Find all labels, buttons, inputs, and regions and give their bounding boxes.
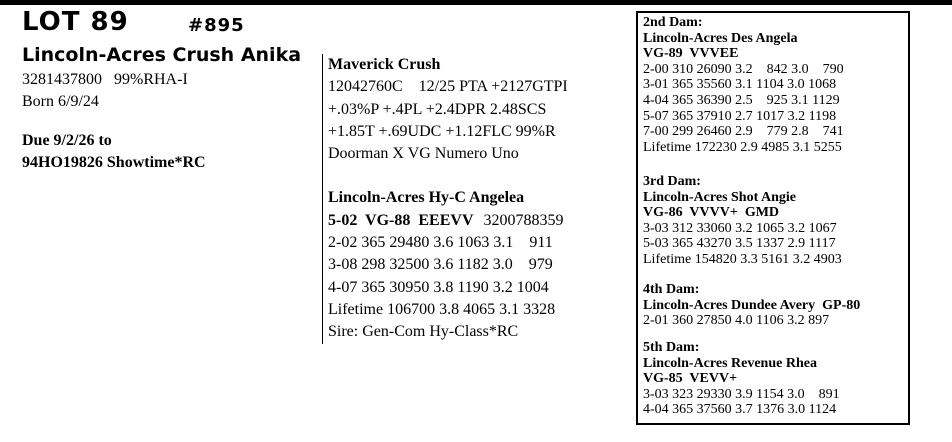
dam-lifetime: Lifetime 106700 3.8 4065 3.1 3328 bbox=[328, 300, 556, 318]
dam-heading: 4th Dam: bbox=[643, 282, 700, 297]
due-date: Due 9/2/26 to bbox=[22, 132, 112, 149]
dam-classification: VG-85 VEVV+ bbox=[643, 371, 738, 387]
dam-name: Lincoln-Acres Shot Angie bbox=[643, 189, 796, 205]
ancestry-box bbox=[636, 11, 910, 425]
dam-name: Lincoln-Acres Dundee Avery GP-80 bbox=[643, 297, 861, 313]
dam-record: 2-01 360 27850 4.0 1106 3.2 897 bbox=[643, 313, 830, 329]
registration-number: 3281437800 99%RHA-I bbox=[22, 71, 188, 88]
animal-name: Lincoln-Acres Crush Anika bbox=[22, 44, 302, 66]
dam-lifetime: Lifetime 154820 3.3 5161 3.2 4903 bbox=[643, 251, 842, 267]
service-sire: 94HO19826 Showtime*RC bbox=[22, 154, 206, 171]
dam-record: 4-04 365 36390 2.5 925 3.1 1129 bbox=[643, 92, 840, 108]
sire-info-line: +1.85T +.69UDC +1.12FLC 99%R bbox=[328, 122, 556, 140]
sire-info-line: Doorman X VG Numero Uno bbox=[328, 145, 519, 163]
sire-name: Maverick Crush bbox=[328, 56, 441, 73]
dam-registration: 3200788359 bbox=[483, 211, 564, 229]
dam-classification: VG-89 VVVEE bbox=[643, 46, 739, 62]
dam-record: 3-08 298 32500 3.6 1182 3.0 979 bbox=[328, 256, 553, 274]
dam-record: 3-01 365 35560 3.1 1104 3.0 1068 bbox=[643, 77, 837, 93]
dam-record: 2-00 310 26090 3.2 842 3.0 790 bbox=[643, 61, 844, 77]
dam-name: Lincoln-Acres Des Angela bbox=[643, 30, 798, 46]
dam-lifetime: Lifetime 172230 2.9 4985 3.1 5255 bbox=[643, 139, 842, 155]
spacer bbox=[328, 165, 628, 187]
dam-classification: VG-86 VVVV+ GMD bbox=[643, 205, 780, 221]
fourth-dam bbox=[643, 282, 860, 329]
dam-heading: 2nd Dam: bbox=[643, 15, 703, 30]
dam-heading: 3rd Dam: bbox=[643, 174, 701, 189]
lot-title: LOT 89 bbox=[22, 7, 129, 37]
dam-heading: 5th Dam: bbox=[643, 340, 700, 355]
second-dam bbox=[643, 15, 844, 155]
sire-info-line: +.03%P +.4PL +2.4DPR 2.48SCS bbox=[328, 100, 547, 118]
dam-classification: 5-02 VG-88 EEEVV bbox=[328, 211, 474, 229]
dam-name: Lincoln-Acres Revenue Rhea bbox=[643, 355, 817, 371]
dam-record: 2-02 365 29480 3.6 1063 3.1 911 bbox=[328, 234, 553, 252]
fifth-dam bbox=[643, 340, 840, 418]
dam-record: 7-00 299 26460 2.9 779 2.8 741 bbox=[643, 124, 844, 140]
third-dam bbox=[643, 174, 842, 268]
sire-info-line: 12042760C 12/25 PTA +2127GTPI bbox=[328, 78, 568, 96]
dam-record: 3-03 323 29330 3.9 1154 3.0 891 bbox=[643, 386, 840, 402]
dam-class-line bbox=[328, 210, 628, 232]
dam-record: 5-07 365 37910 2.7 1017 3.2 1198 bbox=[643, 108, 837, 124]
dam-sire: Sire: Gen-Com Hy-Class*RC bbox=[328, 323, 519, 341]
lot-number: #895 bbox=[188, 15, 245, 36]
dam-name: Lincoln-Acres Hy-C Angelea bbox=[328, 189, 525, 207]
top-rule bbox=[0, 0, 952, 5]
dam-record: 4-04 365 37560 3.7 1376 3.0 1124 bbox=[643, 402, 837, 418]
birth-date: Born 6/9/24 bbox=[22, 93, 99, 110]
dam-record: 5-03 365 43270 3.5 1337 2.9 1117 bbox=[643, 236, 836, 252]
dam-record: 4-07 365 30950 3.8 1190 3.2 1004 bbox=[328, 278, 549, 296]
dam-record: 3-03 312 33060 3.2 1065 3.2 1067 bbox=[643, 220, 837, 236]
pedigree-block bbox=[322, 54, 628, 344]
